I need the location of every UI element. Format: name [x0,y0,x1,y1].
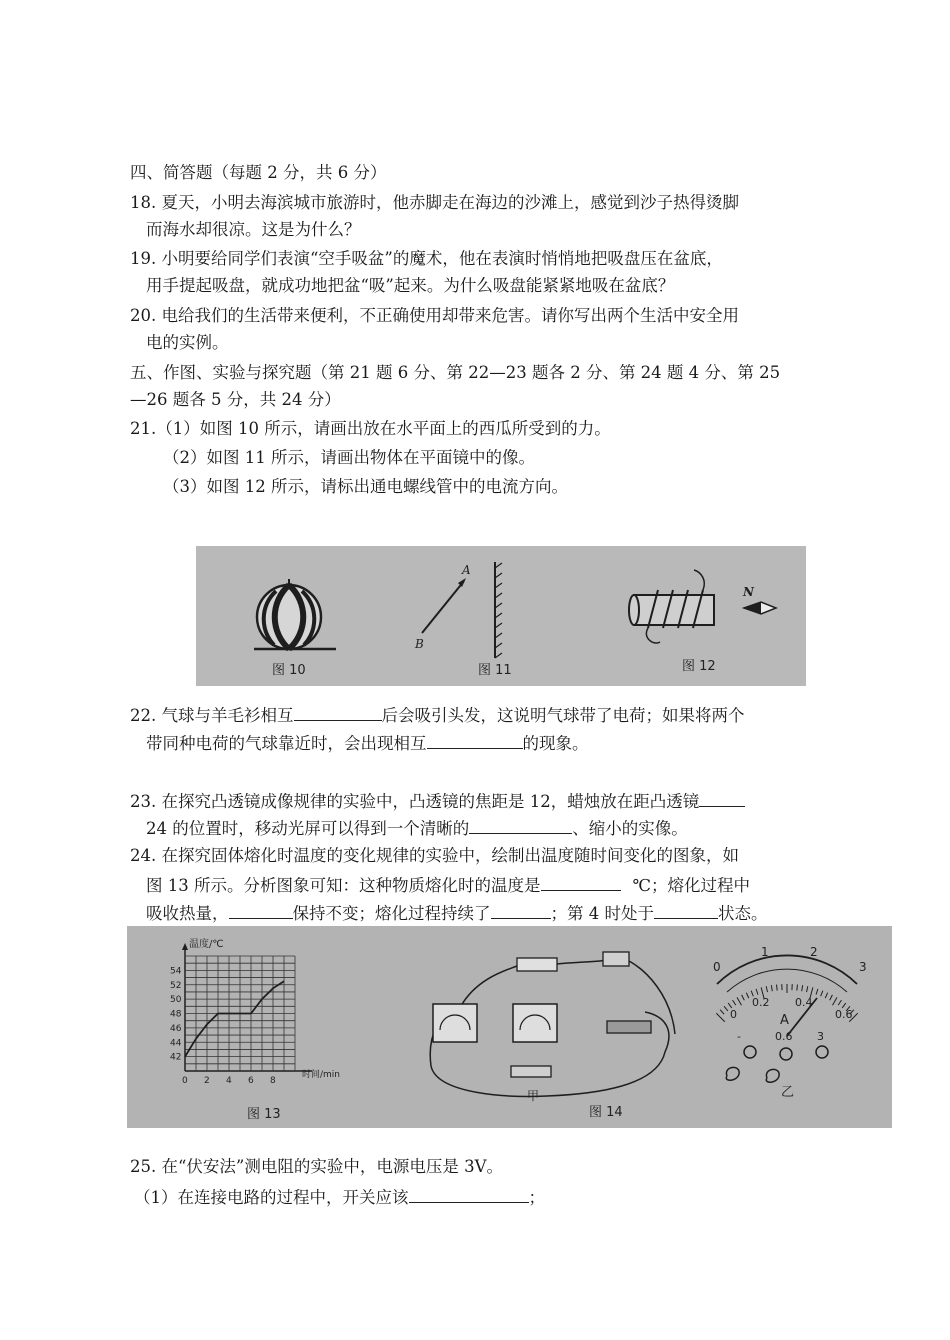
y-tick-label: 52 [170,980,182,991]
meter-tick [716,1013,724,1021]
meter-unit: A [780,1013,789,1028]
q19-line-1: 19. 小明要给同学们表演“空手吸盆”的魔术，他在表演时悄悄地把吸盘压在盆底， [130,249,723,268]
meter-tick [746,993,748,998]
q22-text-1b: 后会吸引头发，这说明气球带了电荷；如果将两个 [381,706,745,725]
meter-tick [756,989,758,995]
q25-text-2a: （1）在连接电路的过程中，开关应该 [134,1188,409,1207]
x-tick-label: 8 [270,1076,276,1086]
y-tick-label: 50 [170,995,182,1006]
meter-tick [724,1006,728,1011]
meter-tick [737,997,742,1005]
q22-blank-2[interactable] [427,731,523,749]
q24-text-3d: 状态。 [718,904,768,923]
meter-tick [766,986,767,992]
q20-line-2: 电的实例。 [146,333,229,352]
fig11-point-b: B [415,637,424,651]
fig12-caption: 图 12 [682,659,716,674]
fig14-caption: 图 14 [589,1105,623,1120]
q23-text-1a: 23. 在探究凸透镜成像规律的实验中，凸透镜的焦距是 12，蜡烛放在距凸透镜 [130,792,700,811]
y-tick-label: 48 [170,1009,182,1020]
resistor-icon [511,1066,551,1077]
q23-blank-1[interactable] [699,789,745,807]
meter-tick [771,985,772,991]
meter-tick [838,1000,841,1005]
section-5-heading-line-2: —26 题各 5 分，共 24 分） [130,390,341,409]
meter-tick [733,1000,736,1005]
q24-text-2b: ℃；熔化过程中 [632,876,750,895]
meter-tick [777,985,778,991]
figures-10-11-12 [196,546,806,686]
q23-blank-2[interactable] [469,816,572,834]
meter-terminals [726,1046,828,1082]
x-tick-label: 2 [204,1076,210,1086]
meter-tick [802,985,803,991]
circuit-diagram [430,952,675,1096]
q21-part-1: 21.（1）如图 10 所示，请画出放在水平面上的西瓜所受到的力。 [130,419,611,438]
chart-y-label: 温度/℃ [189,939,224,950]
q24-text-3c: ；第 4 时处于 [550,904,654,923]
meter-top-0: 0 [713,960,721,974]
q21-part-3: （3）如图 12 所示，请标出通电螺线管中的电流方向。 [163,477,568,496]
meter-tick [807,986,808,992]
meter-top-1: 1 [761,945,769,959]
figures-13-14 [127,926,892,1128]
q24-line-2 [146,873,750,897]
y-tick-label: 46 [170,1023,182,1034]
q25-line-2 [134,1185,545,1209]
x-tick-label: 4 [226,1076,232,1086]
meter-tick [833,997,838,1005]
y-tick-label: 54 [170,966,182,977]
q24-text-3b: 保持不变；熔化过程持续了 [292,904,491,923]
meter-bottom-1: 0.2 [752,996,770,1009]
terminal-3: 3 [817,1030,824,1043]
q24-blank-2[interactable] [229,901,293,919]
temperature-time-chart [170,937,340,1086]
q24-line-1: 24. 在探究固体熔化时温度的变化规律的实验中，绘制出温度随时间变化的图象，如 [130,846,739,865]
meter-bottom-2: 0.4 [795,996,813,1009]
rheostat-icon [607,1021,651,1033]
fig11-caption: 图 11 [478,663,512,678]
fig10-caption: 图 10 [272,663,306,678]
q22-text-2b: 的现象。 [522,734,589,753]
q20-line-1: 20. 电给我们的生活带来便利，不正确使用却带来危害。请你写出两个生活中安全用 [130,306,739,325]
voltmeter-icon [433,1004,477,1042]
meter-top-3: 3 [859,960,867,974]
meter-tick [816,989,818,995]
temperature-curve [185,981,284,1056]
q23-text-2a: 24 的位置时，移动光屏可以得到一个清晰的 [146,819,470,838]
solenoid-illustration [629,570,776,643]
q22-line-2 [146,731,589,755]
y-tick-label: 44 [170,1038,182,1049]
meter-tick [742,995,745,1000]
q24-text-3a: 吸收热量， [146,904,229,923]
q22-text-1a: 22. 气球与羊毛衫相互 [130,706,294,725]
x-tick-label: 6 [248,1076,254,1086]
q25-blank-1[interactable] [409,1185,529,1203]
q23-line-2 [146,816,688,840]
q23-line-1 [130,789,745,813]
terminal-minus: - [737,1030,741,1043]
fig13-caption: 图 13 [247,1107,281,1122]
q18-line-2: 而海水却很凉。这是为什么？ [146,220,361,239]
q24-blank-1[interactable] [541,873,621,891]
switch-icon [603,952,629,966]
fig12-north-label: N [743,585,754,599]
q22-text-2a: 带同种电荷的气球靠近时，会出现相互 [146,734,427,753]
ammeter-icon [513,1004,557,1042]
q22-blank-1[interactable] [294,703,382,721]
meter-tick [821,991,823,997]
fig11-point-a: A [462,563,471,577]
meter-tick [797,985,798,991]
yi-label: 乙 [781,1085,795,1100]
meter-top-2: 2 [810,945,818,959]
q23-text-2b: 、缩小的实像。 [572,819,688,838]
q25-line-1: 25. 在“伏安法”测电阻的实验中，电源电压是 3V。 [130,1157,504,1176]
q24-blank-4[interactable] [654,901,718,919]
y-tick-label: 42 [170,1052,182,1063]
q18-line-1: 18. 夏天，小明去海滨城市旅游时，他赤脚走在海边的沙滩上，感觉到沙子热得烫脚 [130,193,739,212]
q24-blank-3[interactable] [491,901,551,919]
x-tick-label: 0 [182,1076,188,1086]
jia-label: 甲 [527,1089,540,1103]
section-4-heading: 四、简答题（每题 2 分，共 6 分） [130,163,387,182]
section-5-heading-line-1: 五、作图、实验与探究题（第 21 题 6 分、第 22—23 题各 2 分、第 24 题 4 分、第 25 [130,363,781,382]
q24-line-3 [146,901,768,925]
q19-line-2: 用手提起吸盘，就成功地把盆“吸”起来。为什么吸盘能紧紧地吸在盆底？ [146,276,675,295]
battery-icon [517,958,557,971]
meter-tick [720,1010,724,1014]
q24-text-2a: 图 13 所示。分析图象可知：这种物质熔化时的温度是 [146,876,541,895]
meter-bottom-0: 0 [730,1008,737,1021]
chart-x-label: 时间/min [302,1070,341,1080]
q25-text-2b: ； [528,1188,545,1207]
q21-part-2: （2）如图 11 所示，请画出物体在平面镜中的像。 [163,448,535,467]
q22-line-1 [130,703,745,727]
meter-tick [825,993,827,998]
watermelon-illustration [254,579,336,649]
meter-tick [830,995,833,1000]
meter-bottom-3: 0.6 [835,1008,853,1021]
terminal-0-6: 0.6 [775,1030,793,1043]
